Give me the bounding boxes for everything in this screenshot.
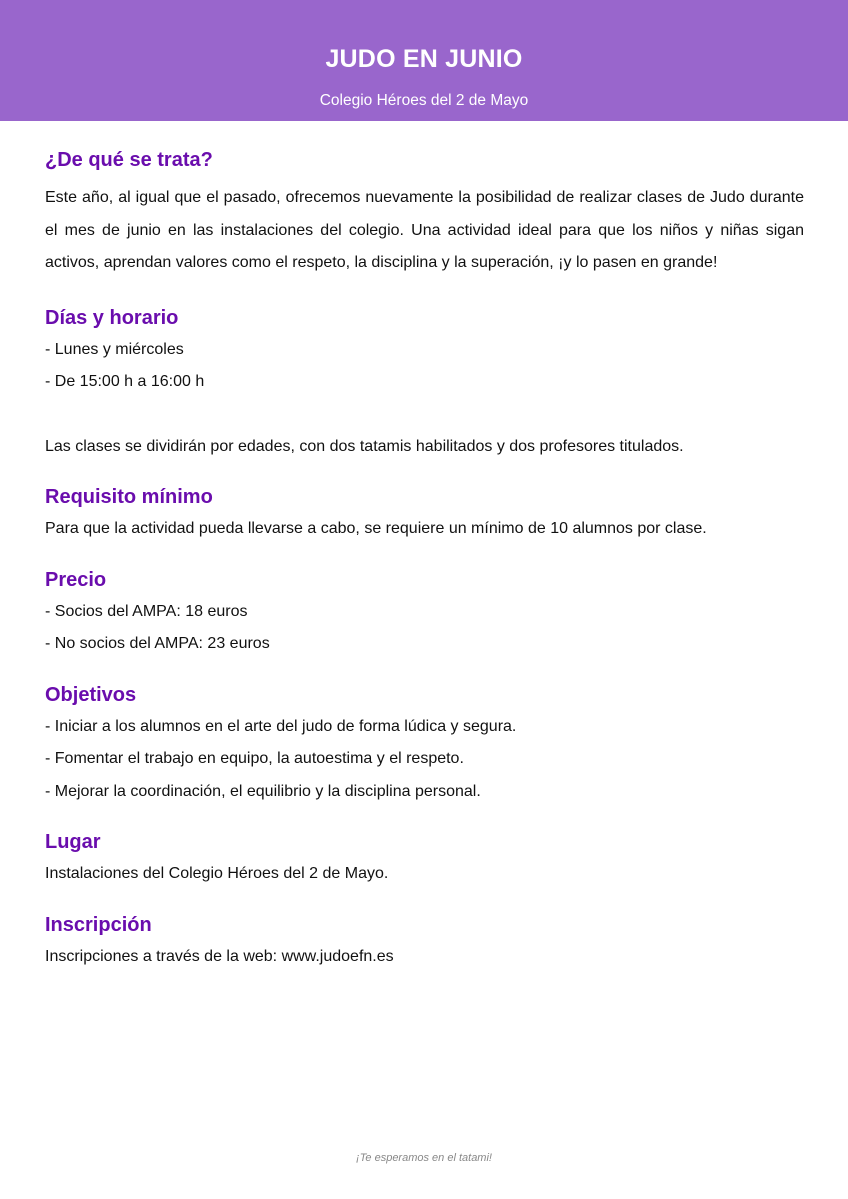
- page-title: JUDO EN JUNIO: [325, 45, 523, 73]
- section-heading-signup: Inscripción: [45, 913, 152, 936]
- about-text: Este año, al igual que el pasado, ofrecemos nuevamente la posibilidad de realizar clases de Judo durante el mes de junio en las instalaciones del colegio. Una actividad ideal para que los niños y niñas sigan activos, aprendan valores como el respeto, la disciplina y la superación, ¡y lo pasen en grande!: [45, 189, 804, 271]
- section-heading-requirement: Requisito mínimo: [45, 486, 213, 508]
- section-heading-about: ¿De qué se trata?: [45, 149, 213, 171]
- section-heading-objectives: Objetivos: [45, 683, 137, 706]
- section-requirement: [45, 485, 804, 546]
- section-schedule: [45, 306, 804, 464]
- page-header: [0, 0, 848, 121]
- section-heading-schedule: Días y horario: [45, 306, 179, 329]
- section-heading-price: Precio: [45, 568, 107, 591]
- requirement-text: Para que la actividad pueda llevarse a cabo, se requiere un mínimo de 10 alumnos por clase.: [45, 520, 707, 537]
- section-place: [45, 830, 804, 891]
- section-about: [45, 148, 804, 280]
- objective-item: - Fomentar el trabajo en equipo, la autoestima y el respeto.: [45, 750, 464, 767]
- objective-item: - Mejorar la coordinación, el equilibrio y la disciplina personal.: [45, 782, 481, 800]
- section-heading-place: Lugar: [45, 831, 101, 853]
- schedule-item-days: - Lunes y miércoles: [45, 340, 184, 358]
- section-signup: [45, 913, 804, 974]
- document-body: [45, 148, 804, 973]
- schedule-note: Las clases se dividirán por edades, con dos tatamis habilitados y dos profesores titulados.: [45, 437, 684, 455]
- section-objectives: [45, 683, 804, 809]
- place-text: Instalaciones del Colegio Héroes del 2 de Mayo.: [45, 865, 389, 882]
- schedule-item-hours: - De 15:00 h a 16:00 h: [45, 373, 205, 390]
- objective-item: - Iniciar a los alumnos en el arte del judo de forma lúdica y segura.: [45, 717, 517, 735]
- signup-text: Inscripciones a través de la web: www.judoefn.es: [45, 947, 394, 965]
- section-price: [45, 568, 804, 661]
- price-item-members: - Socios del AMPA: 18 euros: [45, 602, 248, 620]
- footer-tagline: ¡Te esperamos en el tatami!: [356, 1152, 492, 1164]
- page-subtitle: Colegio Héroes del 2 de Mayo: [319, 92, 529, 109]
- price-item-nonmembers: - No socios del AMPA: 23 euros: [45, 635, 270, 652]
